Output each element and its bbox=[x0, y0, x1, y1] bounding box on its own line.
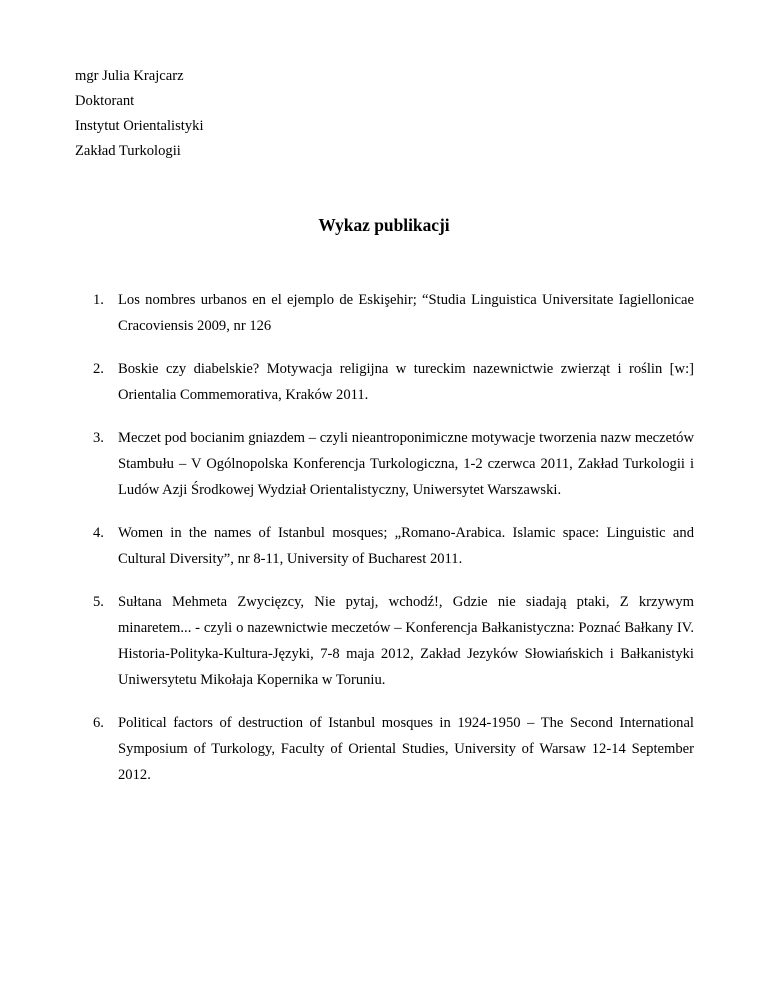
publication-text: Political factors of destruction of Istanbul mosques in 1924-1950 – The Second International Symposium of Turkology, Faculty of Oriental Studies, University of Warsaw 12-14 September 2012. bbox=[118, 715, 694, 783]
publication-number: 2. bbox=[93, 361, 104, 377]
publication-text: Los nombres urbanos en el ejemplo de Eskişehir; “Studia Linguistica Universitate Iagiellonicae Cracoviensis 2009, nr 126 bbox=[118, 292, 694, 334]
author-position: Doktorant bbox=[75, 93, 135, 109]
author-name: mgr Julia Krajcarz bbox=[75, 68, 184, 84]
author-department: Zakład Turkologii bbox=[75, 143, 181, 159]
publication-number: 5. bbox=[93, 594, 104, 610]
publication-text: Women in the names of Istanbul mosques; „Romano-Arabica. Islamic space: Linguistic and Cultural Diversity”, nr 8-11, University of Bucharest 2011. bbox=[118, 525, 694, 567]
author-header bbox=[75, 64, 204, 164]
publication-item bbox=[93, 287, 694, 339]
publication-number: 6. bbox=[93, 715, 104, 731]
publication-text: Meczet pod bocianim gniazdem – czyli nieantroponimiczne motywacje tworzenia nazw meczetów Stambułu – V Ogólnopolska Konferencja Turkologiczna, 1-2 czerwca 2011, Zakład Turkologii i Ludów Azji Środkowej Wydział Orientalistyczny, Uniwersytet Warszawski. bbox=[118, 430, 694, 498]
publication-number: 4. bbox=[93, 525, 104, 541]
publication-number: 1. bbox=[93, 292, 104, 308]
publication-item bbox=[93, 520, 694, 572]
publication-item bbox=[93, 589, 694, 693]
publication-item bbox=[93, 425, 694, 503]
publication-number: 3. bbox=[93, 430, 104, 446]
publication-text: Sułtana Mehmeta Zwycięzcy, Nie pytaj, wchodź!, Gdzie nie siadają ptaki, Z krzywym minaretem... - czyli o nazewnictwie meczetów – Konferencja Bałkanistyczna: Poznać Bałkany IV. Historia-Polityka-Kultura-Języki, 7-8 maja 2012, Zakład Jezyków Słowiańskich i Bałkanistyki Uniwersytetu Mikołaja Kopernika w Toruniu. bbox=[118, 594, 694, 688]
publication-item bbox=[93, 356, 694, 408]
publication-text: Boskie czy diabelskie? Motywacja religijna w tureckim nazewnictwie zwierząt i roślin [w:] Orientalia Commemorativa, Kraków 2011. bbox=[118, 361, 694, 403]
author-institute: Instytut Orientalistyki bbox=[75, 118, 204, 134]
document-title: Wykaz publikacji bbox=[318, 215, 450, 235]
publication-list bbox=[93, 287, 694, 805]
publication-item bbox=[93, 710, 694, 788]
